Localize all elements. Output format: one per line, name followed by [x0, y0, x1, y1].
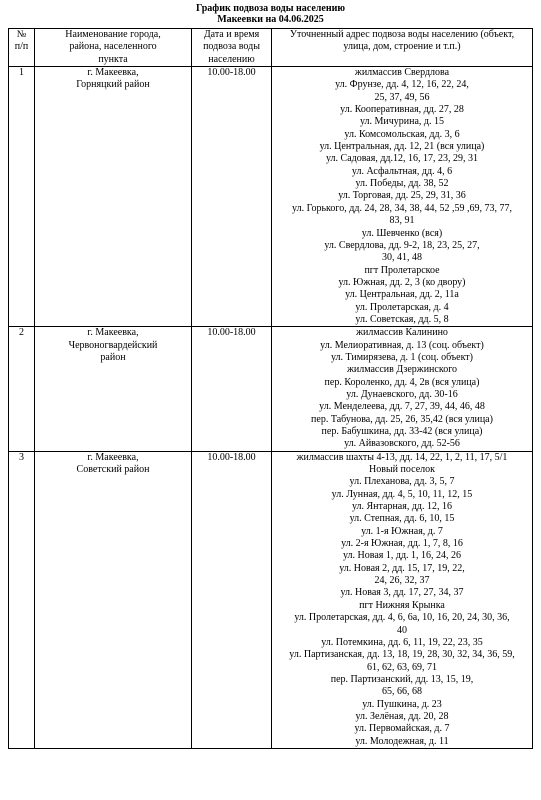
text-line: ул. Партизанская, дд. 13, 18, 19, 28, 30, 32, 34, 36, 59,: [289, 649, 515, 661]
text-line: №: [16, 29, 27, 40]
text-line: населению: [208, 53, 255, 65]
text-line: жилмассив Калинино: [356, 327, 448, 339]
text-line: ул. Менделеева, дд. 7, 27, 39, 44, 46, 48: [319, 401, 485, 413]
text-line: ул. Пушкина, д. 23: [362, 698, 442, 710]
text-line: Червоногвардейский: [68, 339, 158, 351]
text-line: ул. Зелёная, дд. 20, 28: [355, 710, 449, 722]
text-line: г. Макеевка,: [87, 327, 139, 339]
text-line: ул. Торговая, дд. 25, 29, 31, 36: [338, 190, 466, 202]
text-line: ул. Победы, дд. 38, 52: [355, 178, 449, 190]
text-line: пер. Табунова, дд. 25, 26, 35,42 (вся улица): [311, 413, 493, 425]
text-line: ул. Потемкина, дд. 6, 11, 19, 22, 23, 35: [321, 636, 483, 648]
text-line: жилмассив Дзержинского: [346, 364, 458, 376]
text-line: ул. Кооперативная, дд. 27, 28: [340, 104, 464, 116]
text-line: пгт Нижняя Крынка: [359, 599, 445, 611]
row-time: 10.00-18.00: [192, 327, 272, 451]
text-line: 40: [397, 624, 407, 636]
text-line: Уточненный адрес подвоза воды населению (объект,: [289, 29, 515, 40]
text-line: ул. Комсомольская, дд. 3, 6: [344, 128, 460, 140]
text-line: ул. Айвазовского, дд. 52-56: [344, 438, 460, 450]
text-line: ул. Новая 1, дд. 1, 16, 24, 26: [342, 550, 462, 562]
title-line-1: График подвоза воды населению: [195, 3, 345, 14]
text-line: жилмассив Свердлова: [354, 67, 450, 79]
row-num: 3: [9, 451, 35, 748]
page-title: [0, 3, 541, 25]
row-city: [35, 67, 192, 327]
row-num: 1: [9, 67, 35, 327]
text-line: ул. Горького, дд. 24, 28, 34, 38, 44, 52 ,59 ,69, 73, 77,: [292, 202, 512, 214]
text-line: Новый поселок: [369, 464, 435, 476]
text-line: пгт Пролетарское: [364, 264, 440, 276]
text-line: ул. Новая 3, дд. 17, 27, 34, 37: [340, 587, 464, 599]
text-line: ул. Первомайская, д. 7: [354, 723, 450, 735]
text-line: пункта: [98, 53, 128, 65]
text-line: ул. Мелиоративная, д. 13 (соц. объект): [320, 339, 484, 351]
text-line: Дата и время: [203, 29, 260, 40]
text-line: 83, 91: [389, 215, 415, 227]
text-line: Советский район: [76, 464, 150, 476]
text-line: 65, 66, 68: [382, 686, 422, 698]
text-line: ул. Пролетарская, д. 4: [355, 301, 449, 313]
header-city: [35, 29, 192, 67]
table-row: [9, 67, 533, 327]
table-header-row: [9, 29, 533, 67]
header-time: [192, 29, 272, 67]
text-line: ул. Советская, дд. 5, 8: [355, 313, 449, 325]
text-line: ул. Центральная, дд. 12, 21 (вся улица): [319, 141, 485, 153]
text-line: ул. Молодежная, д. 11: [355, 735, 449, 747]
text-line: ул. Южная, дд. 2, 3 (ко двору): [338, 276, 466, 288]
text-line: ул. Асфальтная, дд. 4, 6: [351, 165, 453, 177]
text-line: 24, 26, 32, 37: [374, 575, 430, 587]
text-line: ул. Лунная, дд. 4, 5, 10, 11, 12, 15: [331, 488, 473, 500]
text-line: ул. Пролетарская, дд. 4, 6, 6а, 10, 16, 20, 24, 30, 36,: [294, 612, 510, 624]
text-line: пер. Партизанский, дд. 13, 15, 19,: [330, 673, 474, 685]
text-line: пер. Короленко, дд. 4, 2в (вся улица): [324, 376, 480, 388]
text-line: подвоза воды: [203, 41, 260, 53]
text-line: ул. Свердлова, дд. 9-2, 18, 23, 25, 27,: [324, 239, 480, 251]
text-line: 61, 62, 63, 69, 71: [367, 661, 437, 673]
text-line: ул. Садовая, дд.12, 16, 17, 23, 29, 31: [325, 153, 479, 165]
text-line: район: [100, 351, 126, 363]
text-line: 25, 37, 49, 56: [374, 91, 430, 103]
text-line: ул. Дунаевского, дд. 30-16: [346, 388, 458, 400]
row-address: [272, 327, 533, 451]
text-line: Наименование города,: [65, 29, 161, 40]
header-num: [9, 29, 35, 67]
text-line: жилмассив шахты 4-13, дд. 14, 22, 1, 2, 11, 17, 5/1: [296, 451, 508, 463]
text-line: ул. Центральная, дд. 2, 11а: [345, 289, 459, 301]
text-line: пер. Бабушкина, дд. 33-42 (вся улица): [321, 426, 483, 437]
text-line: ул. 2-я Южная, дд. 1, 7, 8, 16: [341, 538, 463, 550]
row-address: [272, 67, 533, 327]
table-row: [9, 451, 533, 748]
text-line: ул. 1-я Южная, д. 7: [361, 525, 443, 537]
water-schedule-table: [8, 28, 533, 749]
row-city: [35, 451, 192, 748]
text-line: 30, 41, 48: [382, 252, 422, 264]
text-line: ул. Степная, дд. 6, 10, 15: [349, 513, 455, 525]
text-line: Горняцкий район: [76, 79, 150, 91]
text-line: п/п: [14, 41, 29, 53]
header-address: [272, 29, 533, 67]
text-line: улица, дом, строение и т.п.): [343, 41, 461, 53]
table-row: [9, 327, 533, 451]
text-line: ул. Янтарная, дд. 12, 16: [351, 501, 453, 513]
text-line: ул. Фрунзе, дд. 4, 12, 16, 22, 24,: [335, 79, 469, 91]
text-line: ул. Шевченко (вся): [361, 227, 443, 239]
row-address: [272, 451, 533, 748]
row-time: 10.00-18.00: [192, 67, 272, 327]
text-line: района, населенного: [69, 41, 157, 53]
text-line: г. Макеевка,: [87, 451, 139, 463]
row-time: 10.00-18.00: [192, 451, 272, 748]
row-city: [35, 327, 192, 451]
text-line: ул. Новая 2, дд. 15, 17, 19, 22,: [339, 562, 465, 574]
text-line: ул. Тимирязева, д. 1 (соц. объект): [330, 351, 474, 363]
text-line: г. Макеевка,: [87, 67, 139, 79]
row-num: 2: [9, 327, 35, 451]
title-line-2: Макеевки на 04.06.2025: [217, 14, 324, 25]
text-line: ул. Плеханова, дд. 3, 5, 7: [349, 476, 455, 488]
text-line: ул. Мичурина, д. 15: [359, 116, 445, 128]
